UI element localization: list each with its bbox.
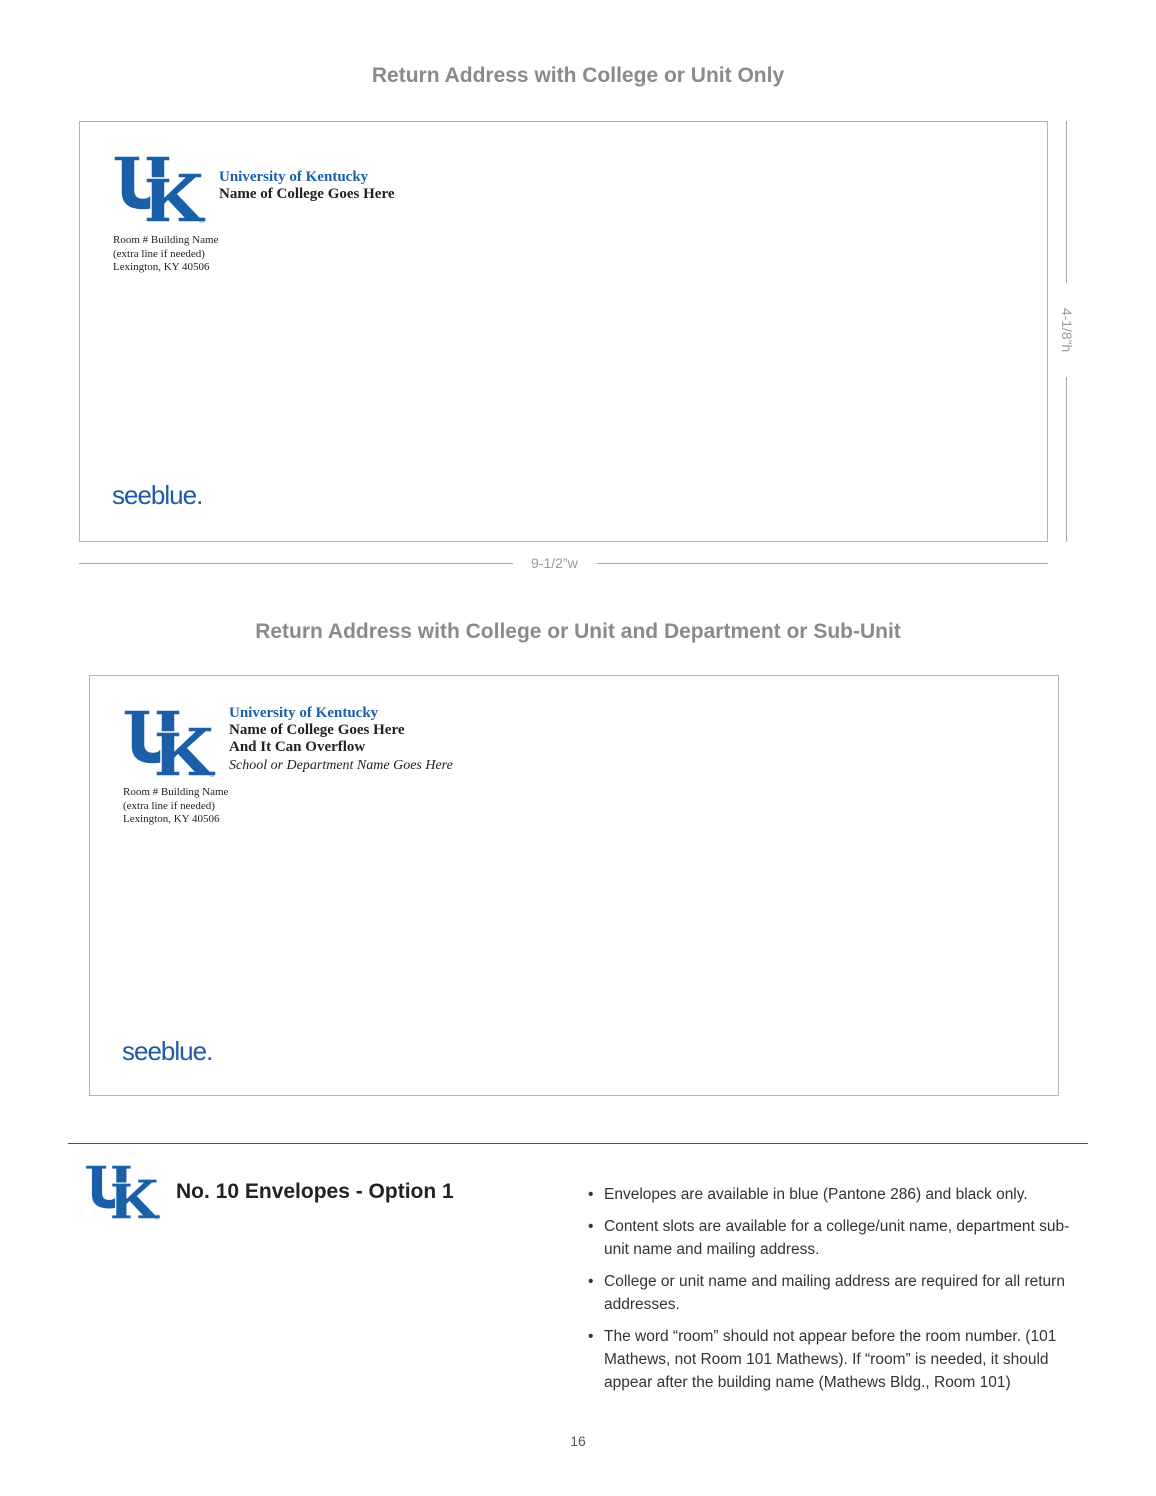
envelope-option-college-only	[79, 121, 1048, 542]
guideline-heading: No. 10 Envelopes - Option 1	[176, 1180, 454, 1203]
department-name: School or Department Name Goes Here	[229, 758, 453, 773]
address-line: (extra line if needed)	[123, 799, 215, 812]
seeblue-logo: seeblue.	[122, 1036, 213, 1066]
divider-rule	[68, 1143, 1088, 1144]
svg-text:®: ®	[199, 218, 205, 224]
guideline-note: • The word “room” should not appear before the room number. (101 Mathews, not Room 101 Mathews). If “room” is needed, it should appear after the building name (Mathews Bldg., Room 101)	[588, 1325, 1088, 1394]
guideline-notes	[588, 1183, 1088, 1403]
university-name: University of Kentucky	[229, 705, 379, 721]
height-dimension-line	[1066, 121, 1067, 283]
address-line: (extra line if needed)	[113, 247, 205, 260]
page-number: 16	[570, 1433, 586, 1449]
uk-logo	[112, 154, 208, 224]
address-line: Room # Building Name	[113, 234, 219, 246]
svg-text:®: ®	[209, 772, 215, 778]
width-label: 9-1/2”w	[531, 555, 578, 571]
address-line: Lexington, KY 40506	[123, 813, 220, 825]
college-name-line-1: Name of College Goes Here	[229, 722, 405, 738]
guideline-note: • Envelopes are available in blue (Pantone 286) and black only.	[588, 1183, 1088, 1206]
envelope-option-college-and-department	[89, 675, 1059, 1096]
uk-logo	[84, 1163, 162, 1221]
college-name: Name of College Goes Here	[219, 186, 395, 202]
seeblue-logo: seeblue.	[112, 480, 203, 510]
svg-text:®: ®	[154, 1214, 160, 1221]
height-label: 4-1/8”h	[1059, 307, 1075, 353]
height-dimension-line	[1066, 377, 1067, 542]
college-name-line-2: And It Can Overflow	[229, 739, 366, 755]
guideline-note: • College or unit name and mailing address are required for all return addresses.	[588, 1270, 1088, 1316]
width-dimension-line	[597, 563, 1048, 564]
university-name: University of Kentucky	[219, 169, 369, 185]
address-line: Room # Building Name	[123, 786, 229, 798]
uk-logo	[122, 708, 218, 778]
section-1-title: Return Address with College or Unit Only	[371, 64, 785, 87]
guideline-note: • Content slots are available for a college/unit name, department sub-unit name and mailing address.	[588, 1215, 1088, 1261]
width-dimension-line	[79, 563, 513, 564]
mailing-address	[113, 234, 218, 275]
address-line: Lexington, KY 40506	[113, 261, 210, 273]
mailing-address	[123, 786, 228, 827]
section-2-title: Return Address with College or Unit and Department or Sub-Unit	[255, 620, 901, 643]
